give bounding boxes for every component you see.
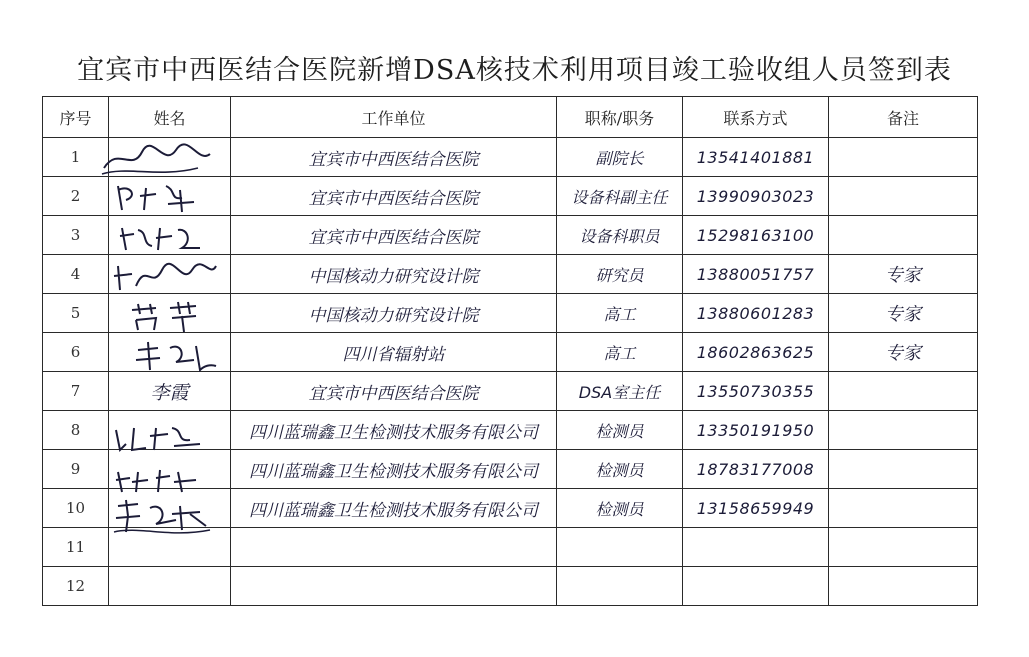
row-number: 10	[43, 489, 109, 528]
row-number: 12	[43, 567, 109, 606]
note: 专家	[829, 294, 978, 333]
header-note: 备注	[829, 97, 978, 138]
phone-number: 13158659949	[683, 489, 829, 528]
table-row	[43, 567, 978, 606]
work-unit: 四川省辐射站	[231, 333, 557, 372]
work-unit: 宜宾市中西医结合医院	[231, 216, 557, 255]
signature-name	[109, 255, 231, 294]
header-contact: 联系方式	[683, 97, 829, 138]
job-title: 检测员	[557, 489, 683, 528]
table-row	[43, 138, 978, 177]
header-unit: 工作单位	[231, 97, 557, 138]
table-row	[43, 333, 978, 372]
table-header-row	[43, 97, 978, 138]
signature-name	[109, 138, 231, 177]
phone-number: 15298163100	[683, 216, 829, 255]
note	[829, 450, 978, 489]
phone-number: 18783177008	[683, 450, 829, 489]
note	[829, 567, 978, 606]
row-number: 2	[43, 177, 109, 216]
row-number: 5	[43, 294, 109, 333]
table-row	[43, 489, 978, 528]
job-title: 设备科职员	[557, 216, 683, 255]
header-number: 序号	[43, 97, 109, 138]
signature-name	[109, 411, 231, 450]
signature-name: 李霞	[109, 372, 231, 411]
table-row	[43, 216, 978, 255]
note	[829, 528, 978, 567]
row-number: 9	[43, 450, 109, 489]
phone-number	[683, 528, 829, 567]
table-row	[43, 294, 978, 333]
row-number: 1	[43, 138, 109, 177]
row-number: 6	[43, 333, 109, 372]
signature-name	[109, 528, 231, 567]
table-row	[43, 177, 978, 216]
note	[829, 216, 978, 255]
header-title: 职称/职务	[557, 97, 683, 138]
work-unit: 四川蓝瑞鑫卫生检测技术服务有限公司	[231, 411, 557, 450]
table-row	[43, 372, 978, 411]
note	[829, 372, 978, 411]
header-name: 姓名	[109, 97, 231, 138]
job-title: DSA室主任	[557, 372, 683, 411]
work-unit: 四川蓝瑞鑫卫生检测技术服务有限公司	[231, 450, 557, 489]
job-title: 高工	[557, 333, 683, 372]
note	[829, 411, 978, 450]
phone-number: 13990903023	[683, 177, 829, 216]
table-row	[43, 255, 978, 294]
work-unit: 中国核动力研究设计院	[231, 294, 557, 333]
job-title: 检测员	[557, 450, 683, 489]
work-unit: 中国核动力研究设计院	[231, 255, 557, 294]
phone-number: 13880051757	[683, 255, 829, 294]
row-number: 3	[43, 216, 109, 255]
job-title: 副院长	[557, 138, 683, 177]
signature-name	[109, 450, 231, 489]
row-number: 7	[43, 372, 109, 411]
signature-name	[109, 333, 231, 372]
page-title: 宜宾市中西医结合医院新增DSA核技术利用项目竣工验收组人员签到表	[77, 55, 952, 86]
phone-number: 13880601283	[683, 294, 829, 333]
job-title: 高工	[557, 294, 683, 333]
note	[829, 489, 978, 528]
job-title: 设备科副主任	[557, 177, 683, 216]
table-row	[43, 450, 978, 489]
note	[829, 177, 978, 216]
work-unit	[231, 567, 557, 606]
table-row	[43, 528, 978, 567]
row-number: 8	[43, 411, 109, 450]
job-title	[557, 567, 683, 606]
phone-number: 13541401881	[683, 138, 829, 177]
signature-name	[109, 177, 231, 216]
phone-number: 13350191950	[683, 411, 829, 450]
phone-number: 18602863625	[683, 333, 829, 372]
note	[829, 138, 978, 177]
work-unit: 宜宾市中西医结合医院	[231, 372, 557, 411]
signature-name	[109, 216, 231, 255]
work-unit: 宜宾市中西医结合医院	[231, 138, 557, 177]
note: 专家	[829, 255, 978, 294]
table-row	[43, 411, 978, 450]
row-number: 4	[43, 255, 109, 294]
job-title: 研究员	[557, 255, 683, 294]
work-unit: 宜宾市中西医结合医院	[231, 177, 557, 216]
row-number: 11	[43, 528, 109, 567]
work-unit: 四川蓝瑞鑫卫生检测技术服务有限公司	[231, 489, 557, 528]
signature-name	[109, 567, 231, 606]
job-title	[557, 528, 683, 567]
signature-name	[109, 294, 231, 333]
phone-number	[683, 567, 829, 606]
note: 专家	[829, 333, 978, 372]
signature-name	[109, 489, 231, 528]
work-unit	[231, 528, 557, 567]
job-title: 检测员	[557, 411, 683, 450]
phone-number: 13550730355	[683, 372, 829, 411]
sign-in-table	[42, 96, 978, 606]
